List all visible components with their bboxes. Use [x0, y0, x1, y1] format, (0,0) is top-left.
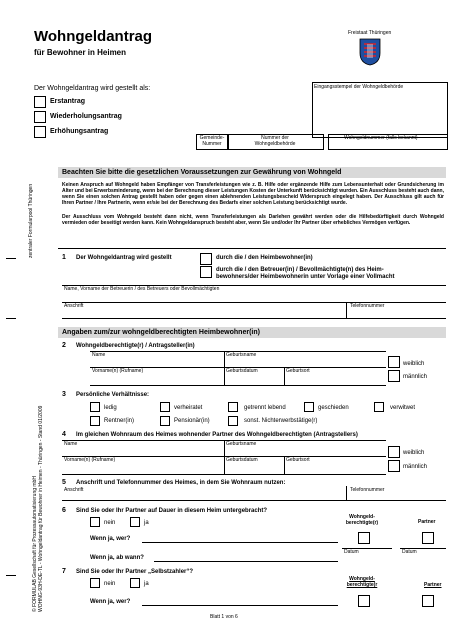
s2-maennlich-checkbox[interactable]: [388, 370, 400, 382]
s6-ja-label: ja: [144, 520, 149, 526]
betreuer-name-label: Name, Vorname der Betreuerin / des Betreuers oder Bevollmächtigten: [64, 286, 220, 292]
pensionaer-checkbox[interactable]: [160, 416, 170, 426]
antrag-betreuer-checkbox[interactable]: [200, 266, 212, 278]
s6-ab-wann-label: Wenn ja, ab wann?: [90, 555, 144, 561]
s7-wohngeldberechtigte-checkbox[interactable]: [358, 595, 370, 607]
s6-wer-line[interactable]: [142, 542, 338, 543]
state-label: Freistaat Thüringen: [348, 30, 392, 36]
section-2-number: 2: [62, 342, 66, 349]
angaben-title: Angaben zum/zur wohngeldberechtigten Heimbewohner(in): [62, 329, 260, 336]
antrag-heimbewohner-checkbox[interactable]: [200, 253, 212, 265]
s6-wer-label: Wenn ja, wer?: [90, 536, 131, 542]
sidebar-bottom-text: © FORMULAB Gesellschaft für Prozessautomatisierung mbH WOHNG-93H-DE-TL - Wohngeldantrag für Bewohner in Heimen - Thüringen - Stand 01/2009: [32, 405, 44, 612]
verwitwet-label: verwitwet: [390, 405, 416, 411]
section-5-label: Anschrift und Telefonnummer des Heimes, in dem Sie Wohnraum nutzen:: [76, 480, 286, 486]
rentner-checkbox[interactable]: [90, 416, 100, 426]
section-7-label: Sind Sie oder Ihr Partner „Selbstzahler“?: [76, 569, 194, 575]
divider: [284, 456, 285, 474]
divider: [62, 474, 386, 475]
s2-geburtsdatum-label: Geburtsdatum: [226, 368, 258, 374]
s7-partner-checkbox[interactable]: [422, 595, 434, 607]
s7-col-partner: Partner: [424, 582, 442, 588]
s6-ja-checkbox[interactable]: [130, 517, 140, 527]
section-6-number: 6: [62, 507, 66, 514]
verheiratet-checkbox[interactable]: [160, 402, 170, 412]
section-6-label: Sind Sie oder Ihr Partner auf Dauer in diesem Heim untergebracht?: [76, 508, 268, 514]
erstantrag-checkbox[interactable]: [34, 96, 46, 108]
rentner-label: Rentner(in): [104, 418, 135, 424]
s6-partner-checkbox[interactable]: [422, 532, 434, 544]
geschieden-checkbox[interactable]: [304, 402, 314, 412]
s4-maennlich-checkbox[interactable]: [388, 460, 400, 472]
s2-weiblich-checkbox[interactable]: [388, 356, 400, 368]
s6-nein-label: nein: [104, 520, 116, 526]
nichterwerbstaetig-checkbox[interactable]: [228, 416, 238, 426]
s2-weiblich-label: weiblich: [403, 361, 425, 367]
erhoehungsantrag-checkbox[interactable]: [34, 126, 46, 138]
verwitwet-checkbox[interactable]: [374, 402, 384, 412]
notice-paragraph-2: Der Ausschluss vom Wohngeld besteht dann nicht, wenn Transferleistungen als Darlehen gewährt werden oder die Hilfebedürftigkeit durch Wohngeld vermieden oder beseitigt werden kann. Kein Wohngeldanspruch besteht aber, wenn Sie und/oder Ihr Partner über erhebliches Vermögen verfügen.: [62, 214, 444, 226]
notice-paragraph-1: Keinen Anspruch auf Wohngeld haben Empfänger von Transferleistungen wie z. B. Hilfe oder ergänzende Hilfe zum Lebensunterhalt oder Grundsicherung im Alter und bei Erwerbsminderung, wenn bei der Berechnung dieser Leistungen Kosten der Unterkunft berücksichtigt wurden. Ein Ausschluss besteht auch dann, wenn Sie einen solchen Antrag gestellt haben oder gegen einen ablehnenden Leistungsbescheid Widerspruch eingelegt haben. Der Ausschluss gilt auch für Ihren Partner / Ihre Partnerin, wenn er/sie bei der Berechnung des Bedarfs einer solchen Leistung berücksichtigt wurde.: [62, 182, 444, 206]
antrag-intro: Der Wohngeldantrag wird gestellt als:: [34, 85, 151, 92]
s6-nein-checkbox[interactable]: [90, 517, 100, 527]
s6-ab-wann-line[interactable]: [154, 561, 338, 562]
section-7-number: 7: [62, 568, 66, 575]
s2-maennlich-label: männlich: [403, 374, 428, 380]
s7-nein-label: nein: [104, 581, 116, 587]
ledig-label: ledig: [104, 405, 117, 411]
getrennt-lebend-checkbox[interactable]: [228, 402, 238, 412]
pensionaer-label: Pensionär(in): [174, 418, 210, 424]
wiederholungsantrag-checkbox[interactable]: [34, 111, 46, 123]
erhoehungsantrag-label: Erhöhungsantrag: [50, 128, 109, 135]
s6-col-wohngeldberechtigte: Wohngeld- berechtigte(r): [345, 514, 379, 526]
section-1-number: 1: [62, 254, 66, 261]
verheiratet-label: verheiratet: [174, 405, 203, 411]
fold-mark: [6, 575, 16, 576]
s2-geburtsname-label: Geburtsname: [226, 352, 257, 358]
betreuer-telefon-label: Telefonnummer: [350, 303, 385, 309]
getrennt-lebend-label: getrennt lebend: [244, 405, 286, 411]
s4-name-label: Name: [64, 441, 78, 447]
section-5-number: 5: [62, 479, 66, 486]
wohngeldnummer-label: Wohngeldnummer (falls bekannt): [344, 135, 418, 141]
nichterwerbstaetig-label: sonst. Nichterwerbstätige(r): [244, 418, 318, 424]
s4-maennlich-label: männlich: [403, 464, 428, 470]
s6-datum1-label: Datum: [344, 549, 359, 555]
fold-mark: [6, 258, 16, 259]
divider: [58, 248, 446, 249]
s7-ja-label: ja: [144, 581, 149, 587]
s7-nein-checkbox[interactable]: [90, 578, 100, 588]
ledig-checkbox[interactable]: [90, 402, 100, 412]
stamp-box: [312, 82, 448, 138]
section-2-label: Wohngeldberechtigte(r) / Antragsteller(in): [76, 343, 195, 349]
s6-datum2-label: Datum: [402, 549, 417, 555]
s6-wohngeldberechtigte-checkbox[interactable]: [358, 532, 370, 544]
divider: [224, 440, 225, 474]
page-subtitle: für Bewohner in Heimen: [34, 48, 127, 57]
sidebar-top-text: zentraler Formularpool Thüringen: [28, 183, 34, 258]
page-number: Blatt 1 von 6: [210, 614, 238, 620]
section-3-label: Persönliche Verhältnisse:: [76, 392, 150, 398]
antrag-heimbewohner-label: durch die / den Heimbewohner(in): [216, 255, 313, 261]
s2-vorname-label: Vorname(n) (Rufname): [92, 368, 144, 374]
betreuer-anschrift-label: Anschrift: [64, 303, 84, 309]
behoerde-nummer-label: Nummer der Wohngeldbehörde: [254, 135, 296, 147]
divider: [346, 302, 347, 318]
stamp-label: Eingangsstempel der Wohngeldbehörde: [314, 84, 404, 90]
s7-ja-checkbox[interactable]: [130, 578, 140, 588]
page-title: Wohngeldantrag: [34, 28, 153, 45]
s6-col-partner: Partner: [418, 519, 436, 525]
section-4-label: Im gleichen Wohnraum des Heimes wohnender Partner des Wohngeldberechtigten (Antragstellers): [76, 432, 358, 438]
heim-anschrift-label: Anschrift: [64, 487, 84, 493]
divider: [62, 302, 446, 303]
divider: [62, 500, 446, 501]
s4-geburtsort-label: Geburtsort: [286, 457, 310, 463]
geschieden-label: geschieden: [318, 405, 349, 411]
s7-col-wohngeldberechtigte: Wohngeld- berechtigte(r: [346, 576, 378, 588]
s4-vorname-label: Vorname(n) (Rufname): [64, 457, 116, 463]
section-4-number: 4: [62, 431, 66, 438]
s4-geburtsname-label: Geburtsname: [226, 441, 257, 447]
s4-weiblich-label: weiblich: [403, 450, 425, 456]
notice-title: Beachten Sie bitte die gesetzlichen Voraussetzungen zur Gewährung von Wohngeld: [62, 169, 342, 176]
section-1-label: Der Wohngeldantrag wird gestellt: [76, 255, 172, 261]
antrag-betreuer-label: durch die / den Betreuer(in) / Bevollmächtigte(n) des Heim- bewohners/der Heimbewohnerin unter Vorlage einer Vollmacht: [216, 267, 395, 280]
gemeinde-nummer-label: Gemeinde- Nummer: [199, 135, 225, 147]
divider: [346, 486, 347, 500]
s2-name-label: Name: [92, 352, 106, 358]
s4-geburtsdatum-label: Geburtsdatum: [226, 457, 258, 463]
heim-telefon-label: Telefonnummer: [350, 487, 385, 493]
divider: [224, 351, 225, 385]
s2-geburtsort-label: Geburtsort: [286, 368, 310, 374]
fold-mark: [6, 318, 16, 319]
wiederholungsantrag-label: Wiederholungsantrag: [50, 113, 122, 120]
s4-weiblich-checkbox[interactable]: [388, 446, 400, 458]
section-3-number: 3: [62, 391, 66, 398]
divider: [62, 318, 446, 319]
s7-wer-label: Wenn ja, wer?: [90, 599, 131, 605]
s7-wer-line[interactable]: [142, 605, 338, 606]
erstantrag-label: Erstantrag: [50, 98, 86, 105]
coat-of-arms-icon: [359, 38, 381, 66]
divider: [90, 385, 386, 386]
divider: [284, 367, 285, 385]
